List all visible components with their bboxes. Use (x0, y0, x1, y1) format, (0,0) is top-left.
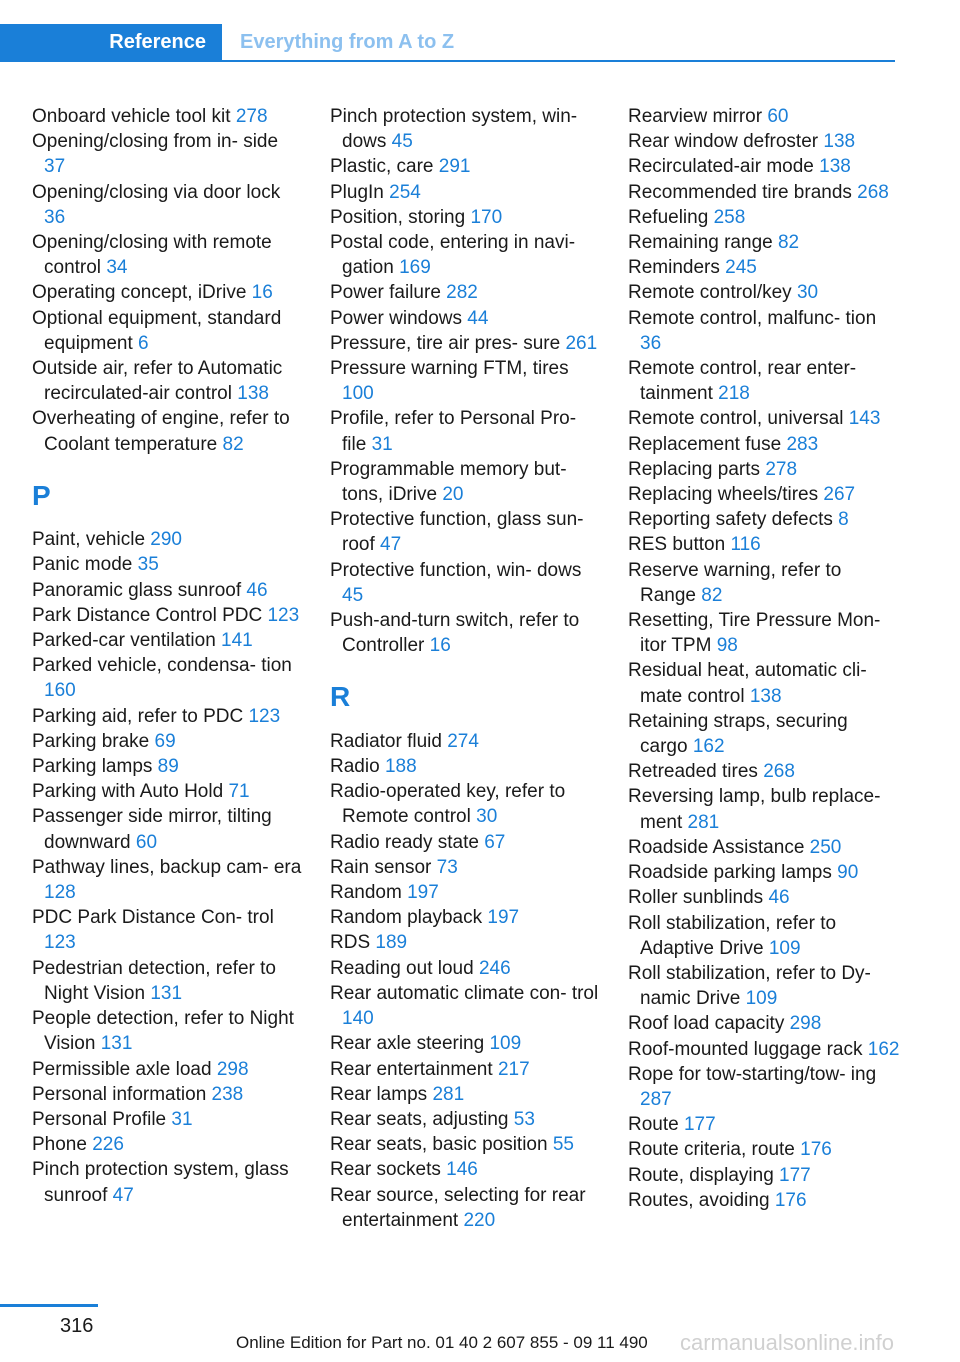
page-link[interactable]: 268 (763, 761, 795, 783)
page-link[interactable]: 290 (150, 529, 182, 551)
index-term: Roller sunblinds (628, 887, 764, 909)
index-entry (32, 1107, 304, 1132)
index-entry (32, 603, 304, 628)
subsection-title: Everything from A to Z (240, 30, 455, 53)
page-link[interactable]: 274 (447, 730, 479, 752)
index-term: Route (628, 1114, 679, 1136)
index-entry (330, 1157, 602, 1182)
index-term: Remote control/key (628, 282, 792, 304)
index-entry (628, 129, 900, 154)
index-entry (32, 356, 304, 406)
page-link[interactable]: 138 (819, 156, 851, 178)
index-entry (330, 956, 602, 981)
index-entry (32, 804, 304, 854)
page-link[interactable]: 281 (432, 1083, 465, 1105)
page-link[interactable]: 46 (246, 579, 268, 601)
index-entry (330, 930, 602, 955)
index-term: Parking with Auto Hold (32, 781, 224, 803)
index-entry (628, 1163, 900, 1188)
index-term: Paint, vehicle (32, 529, 146, 551)
page-link[interactable]: 20 (442, 484, 464, 506)
index-entry (330, 507, 602, 557)
page-link[interactable]: 254 (389, 181, 421, 203)
index-entry (628, 457, 900, 482)
index-term: Rear window defroster (628, 131, 819, 153)
index-entry (330, 905, 602, 930)
index-term: Random playback (330, 907, 483, 929)
index-entry (330, 754, 602, 779)
index-term: Replacement fuse (628, 433, 782, 455)
index-term: Roll stabilization, refer to Dy- namic Drive (628, 962, 871, 1010)
index-term: Phone (32, 1134, 87, 1156)
index-entry (628, 709, 900, 759)
index-entry (330, 729, 602, 754)
index-entry (628, 608, 900, 658)
index-term: Pressure warning FTM, tires (330, 358, 569, 380)
page-link[interactable]: 90 (837, 862, 859, 884)
page-link[interactable]: 46 (768, 887, 790, 909)
page-link[interactable]: 177 (779, 1164, 811, 1186)
index-term: Roof-mounted luggage rack (628, 1038, 863, 1060)
index-entry (628, 356, 900, 406)
index-entry (330, 1107, 602, 1132)
index-entry (32, 1006, 304, 1056)
index-entry (628, 558, 900, 608)
index-term: Outside air, refer to Automatic recirculated-air control (32, 358, 283, 405)
page-link[interactable]: 30 (796, 282, 819, 304)
page-link[interactable]: 217 (497, 1058, 530, 1080)
page-link[interactable]: 73 (436, 856, 458, 878)
index-term: Route, displaying (628, 1164, 774, 1186)
index-column-1 (32, 104, 304, 1208)
index-term: Rain sensor (330, 856, 432, 878)
page-link[interactable]: 30 (476, 806, 498, 828)
index-term: Reporting safety defects (628, 509, 833, 531)
index-entry (32, 306, 304, 356)
page-link[interactable]: 123 (267, 604, 300, 626)
footer-rule (0, 1304, 98, 1307)
index-term: Personal Profile (32, 1108, 167, 1130)
index-term: Recirculated-air mode (628, 156, 814, 178)
index-term: PDC Park Distance Con- trol (32, 907, 274, 929)
index-column-3 (628, 104, 900, 1213)
page-link[interactable]: 197 (407, 882, 439, 904)
index-term: Rear source, selecting for rear entertainment (330, 1184, 586, 1231)
index-entry (32, 180, 304, 230)
index-entry (628, 1188, 900, 1213)
index-term: PlugIn (330, 181, 384, 203)
index-entry (628, 306, 900, 356)
index-term: Radio ready state (330, 831, 479, 853)
index-term: Refueling (628, 206, 709, 228)
page-link[interactable]: 226 (92, 1134, 124, 1156)
index-entry (32, 1082, 304, 1107)
index-entry (32, 129, 304, 179)
index-entry (330, 180, 602, 205)
page-link[interactable]: 6 (138, 332, 149, 354)
page-link[interactable]: 188 (384, 756, 417, 778)
index-entry (628, 432, 900, 457)
index-entry (32, 1057, 304, 1082)
page-link[interactable]: 169 (399, 257, 431, 279)
index-term: Replacing parts (628, 458, 761, 480)
page-link[interactable]: 16 (429, 635, 451, 657)
page-link[interactable]: 258 (713, 206, 746, 228)
index-entry (330, 1031, 602, 1056)
page-link[interactable]: 16 (251, 282, 273, 304)
page-link[interactable]: 128 (44, 882, 76, 904)
page-link[interactable]: 177 (683, 1114, 716, 1136)
page-link[interactable]: 100 (342, 383, 374, 405)
index-term: Opening/closing via door lock (32, 181, 281, 203)
page-link[interactable]: 71 (228, 781, 250, 803)
page-link[interactable]: 261 (565, 332, 598, 354)
page-link[interactable]: 82 (222, 433, 244, 455)
page-link[interactable]: 143 (848, 408, 881, 430)
page-link[interactable]: 298 (216, 1058, 249, 1080)
index-entry (330, 830, 602, 855)
page-link[interactable]: 37 (44, 156, 66, 178)
index-entry (32, 779, 304, 804)
index-entry (330, 1183, 602, 1233)
index-term: People detection, refer to Night Vision (32, 1008, 294, 1055)
index-term: Rear lamps (330, 1083, 428, 1105)
index-entry (330, 1057, 602, 1082)
index-term: Parking brake (32, 730, 150, 752)
page-link[interactable]: 283 (786, 433, 819, 455)
page-link[interactable]: 123 (44, 932, 76, 954)
page-link[interactable]: 69 (154, 730, 176, 752)
index-entry (330, 331, 602, 356)
index-entry (628, 154, 900, 179)
index-entry (330, 230, 602, 280)
page-link[interactable]: 60 (767, 106, 789, 127)
page-link[interactable]: 36 (640, 332, 662, 354)
index-entry (32, 104, 304, 129)
index-entry (628, 1011, 900, 1036)
index-term: Remaining range (628, 232, 773, 254)
index-entry (628, 255, 900, 280)
index-entry (330, 205, 602, 230)
index-entry (628, 1137, 900, 1162)
index-term: Reading out loud (330, 957, 474, 979)
page-link[interactable]: 267 (823, 484, 856, 506)
page-link[interactable]: 138 (823, 131, 856, 153)
index-term: Roll stabilization, refer to Adaptive Drive (628, 912, 837, 959)
page-link[interactable]: 250 (809, 836, 842, 858)
index-entry (330, 154, 602, 179)
index-entry (628, 1062, 900, 1112)
index-term: Parked-car ventilation (32, 630, 216, 652)
index-entry (628, 961, 900, 1011)
index-term: Roof load capacity (628, 1013, 785, 1035)
page-link[interactable]: 287 (640, 1088, 672, 1110)
index-term: Route criteria, route (628, 1139, 795, 1161)
index-term: Postal code, entering in navi- gation (330, 232, 576, 279)
page-link[interactable]: 123 (248, 705, 281, 727)
index-term: Retaining straps, securing cargo (628, 710, 848, 758)
page-link[interactable]: 8 (838, 509, 849, 531)
page-link[interactable]: 278 (765, 458, 798, 480)
index-letter-heading: P (32, 479, 51, 511)
index-term: Parking aid, refer to PDC (32, 705, 244, 727)
index-entry (628, 104, 900, 129)
index-term: Radio (330, 756, 380, 778)
index-letter-heading: R (330, 681, 351, 713)
page-link[interactable]: 298 (789, 1013, 822, 1035)
page-link[interactable]: 109 (768, 937, 801, 959)
page-link[interactable]: 116 (730, 534, 761, 556)
page-link[interactable]: 160 (44, 680, 76, 702)
index-term: Remote control, malfunc- tion (628, 307, 877, 329)
index-term: Personal information (32, 1083, 207, 1105)
section-tab: Reference (0, 24, 222, 60)
index-entry (330, 1132, 602, 1157)
index-term: Recommended tire brands (628, 181, 852, 203)
page-link[interactable]: 47 (112, 1184, 134, 1206)
page-link[interactable]: 278 (235, 106, 268, 127)
page-link[interactable]: 53 (513, 1108, 535, 1130)
index-term: Rearview mirror (628, 106, 763, 127)
index-term: Roadside Assistance (628, 836, 805, 858)
page-link[interactable]: 141 (221, 630, 253, 652)
edition-note: Online Edition for Part no. 01 40 2 607 855 - 09 11 490 (236, 1333, 648, 1352)
index-entry (32, 905, 304, 955)
page-link[interactable]: 31 (171, 1108, 193, 1130)
page-link[interactable]: 82 (701, 584, 723, 606)
index-term: Rear sockets (330, 1159, 441, 1181)
page-link[interactable]: 138 (749, 685, 782, 707)
index-entry (628, 1037, 900, 1062)
page-link[interactable]: 31 (371, 433, 393, 455)
page-link[interactable]: 176 (774, 1189, 807, 1211)
page-link[interactable]: 60 (135, 831, 158, 853)
index-term: Permissible axle load (32, 1058, 212, 1080)
index-term: Reversing lamp, bulb replace- ment (628, 786, 881, 833)
index-entry (628, 759, 900, 784)
page-link[interactable]: 246 (478, 957, 511, 979)
index-term: Routes, avoiding (628, 1189, 770, 1211)
index-term: Parked vehicle, condensa- tion (32, 655, 292, 677)
index-term: Overheating of engine, refer to Coolant temperature (32, 408, 290, 455)
index-entry (330, 981, 602, 1031)
index-term: Optional equipment, standard equipment (32, 307, 282, 354)
page-link[interactable]: 82 (777, 232, 800, 254)
index-entry (628, 205, 900, 230)
index-term: Radio-operated key, refer to Remote control (330, 781, 566, 828)
page-link[interactable]: 138 (237, 383, 269, 405)
index-column-2 (330, 104, 602, 1233)
page-link[interactable]: 162 (692, 736, 725, 758)
index-term: Reserve warning, refer to Range (628, 559, 842, 606)
index-entry (330, 104, 602, 154)
index-term: Residual heat, automatic cli- mate control (628, 660, 867, 707)
index-entry (32, 527, 304, 552)
index-term: Power failure (330, 282, 441, 304)
index-entry (32, 1132, 304, 1157)
page-link[interactable]: 268 (857, 181, 889, 203)
page-link[interactable]: 131 (150, 982, 183, 1004)
page-link[interactable]: 238 (211, 1083, 244, 1105)
index-term: Protective function, win- dows (330, 559, 582, 581)
page-link[interactable]: 282 (446, 282, 478, 304)
page-link[interactable]: 45 (342, 584, 364, 606)
index-entry (330, 779, 602, 829)
index-term: Plastic, care (330, 156, 434, 178)
page-link[interactable]: 35 (137, 554, 159, 576)
index-term: Opening/closing from in- side (32, 131, 279, 153)
index-term: Passenger side mirror, tilting downward (32, 806, 272, 853)
index-term: Park Distance Control PDC (32, 604, 263, 626)
index-entry (628, 911, 900, 961)
index-term: Pathway lines, backup cam- era (32, 856, 302, 878)
page-link[interactable]: 98 (716, 635, 738, 657)
page-link[interactable]: 109 (489, 1033, 522, 1055)
page-link[interactable]: 34 (106, 257, 128, 279)
page-link[interactable]: 131 (100, 1033, 133, 1055)
page-link[interactable]: 67 (484, 831, 506, 853)
index-entry (32, 653, 304, 703)
index-entry (32, 1157, 304, 1207)
index-term: Rear seats, adjusting (330, 1108, 509, 1130)
index-entry (32, 406, 304, 456)
index-entry (32, 704, 304, 729)
index-entry (330, 356, 602, 406)
index-entry (330, 406, 602, 456)
index-term: Push-and-turn switch, refer to Controller (330, 610, 580, 657)
index-entry (330, 558, 602, 608)
index-entry (628, 835, 900, 860)
page-link[interactable]: 281 (687, 811, 720, 833)
watermark: carmanualsonline.info (680, 1330, 895, 1355)
index-entry (628, 860, 900, 885)
index-term: Pressure, tire air pres- sure (330, 332, 561, 354)
page-link[interactable]: 189 (375, 932, 408, 954)
page-link[interactable]: 162 (867, 1038, 900, 1060)
index-term: Rear axle steering (330, 1033, 485, 1055)
index-entry (32, 729, 304, 754)
page-link[interactable]: 218 (718, 383, 750, 405)
index-entry (32, 855, 304, 905)
index-term: Radiator fluid (330, 730, 442, 752)
index-term: Rear entertainment (330, 1058, 493, 1080)
page-link[interactable]: 45 (391, 131, 413, 153)
page-link[interactable]: 245 (725, 257, 757, 279)
index-entry (628, 658, 900, 708)
index-term: Random (330, 882, 402, 904)
index-term: Pedestrian detection, refer to Night Vision (32, 957, 276, 1004)
page-link[interactable]: 109 (745, 988, 778, 1010)
index-term: Parking lamps (32, 756, 153, 778)
index-entry (628, 784, 900, 834)
index-entry (330, 1082, 602, 1107)
index-entry (628, 280, 900, 305)
index-term: Remote control, rear enter- tainment (628, 358, 857, 405)
page-link[interactable]: 89 (157, 756, 179, 778)
index-term: Profile, refer to Personal Pro- file (330, 408, 577, 455)
index-entry (32, 280, 304, 305)
page-number: 316 (60, 1315, 94, 1337)
page-link[interactable]: 55 (552, 1134, 574, 1156)
index-term: Pinch protection system, glass sunroof (32, 1159, 289, 1206)
index-term: Retreaded tires (628, 761, 758, 783)
index-entry (330, 880, 602, 905)
index-term: Position, storing (330, 206, 466, 228)
index-entry (32, 628, 304, 653)
index-term: RDS (330, 932, 371, 954)
index-entry (330, 280, 602, 305)
index-entry (628, 885, 900, 910)
page-link[interactable]: 47 (380, 534, 402, 556)
index-term: Opening/closing with remote control (32, 232, 272, 279)
page-header (0, 24, 895, 62)
index-entry (330, 306, 602, 331)
index-term: Remote control, universal (628, 408, 844, 430)
page-link[interactable]: 197 (487, 907, 520, 929)
page-link[interactable]: 146 (446, 1159, 478, 1181)
index-term: Rear automatic climate con- trol (330, 982, 599, 1004)
index-term: Reminders (628, 257, 720, 279)
index-entry (628, 1112, 900, 1137)
index-term: Pinch protection system, win- dows (330, 106, 578, 153)
index-term: Rope for tow-starting/tow- ing (628, 1063, 877, 1085)
index-term: Protective function, glass sun- roof (330, 509, 584, 556)
page-link[interactable]: 220 (463, 1209, 496, 1231)
page-link[interactable]: 170 (470, 206, 503, 228)
index-entry (32, 578, 304, 603)
index-term: RES button (628, 534, 726, 556)
page-link[interactable]: 176 (800, 1139, 832, 1161)
index-entry (628, 482, 900, 507)
index-entry (32, 230, 304, 280)
index-term: Resetting, Tire Pressure Mon- itor TPM (628, 610, 881, 657)
index-term: Programmable memory but- tons, iDrive (330, 458, 567, 506)
index-entry (628, 180, 900, 205)
page-link[interactable]: 291 (438, 156, 471, 178)
index-entry (628, 230, 900, 255)
index-term: Replacing wheels/tires (628, 484, 819, 506)
page-link[interactable]: 36 (44, 206, 66, 228)
index-entry (330, 457, 602, 507)
index-term: Rear seats, basic position (330, 1134, 548, 1156)
index-entry (628, 406, 900, 431)
index-term: Power windows (330, 307, 462, 329)
index-entry (628, 532, 900, 557)
page-link[interactable]: 44 (467, 307, 489, 329)
index-term: Operating concept, iDrive (32, 282, 247, 304)
index-term: Panic mode (32, 554, 133, 576)
index-entry (628, 507, 900, 532)
index-entry (32, 754, 304, 779)
index-term: Onboard vehicle tool kit (32, 106, 231, 127)
page-link[interactable]: 140 (342, 1008, 374, 1030)
index-entry (32, 552, 304, 577)
index-entry (330, 608, 602, 658)
index-entry (32, 956, 304, 1006)
index-entry (330, 855, 602, 880)
index-term: Panoramic glass sunroof (32, 579, 242, 601)
index-term: Roadside parking lamps (628, 862, 832, 884)
